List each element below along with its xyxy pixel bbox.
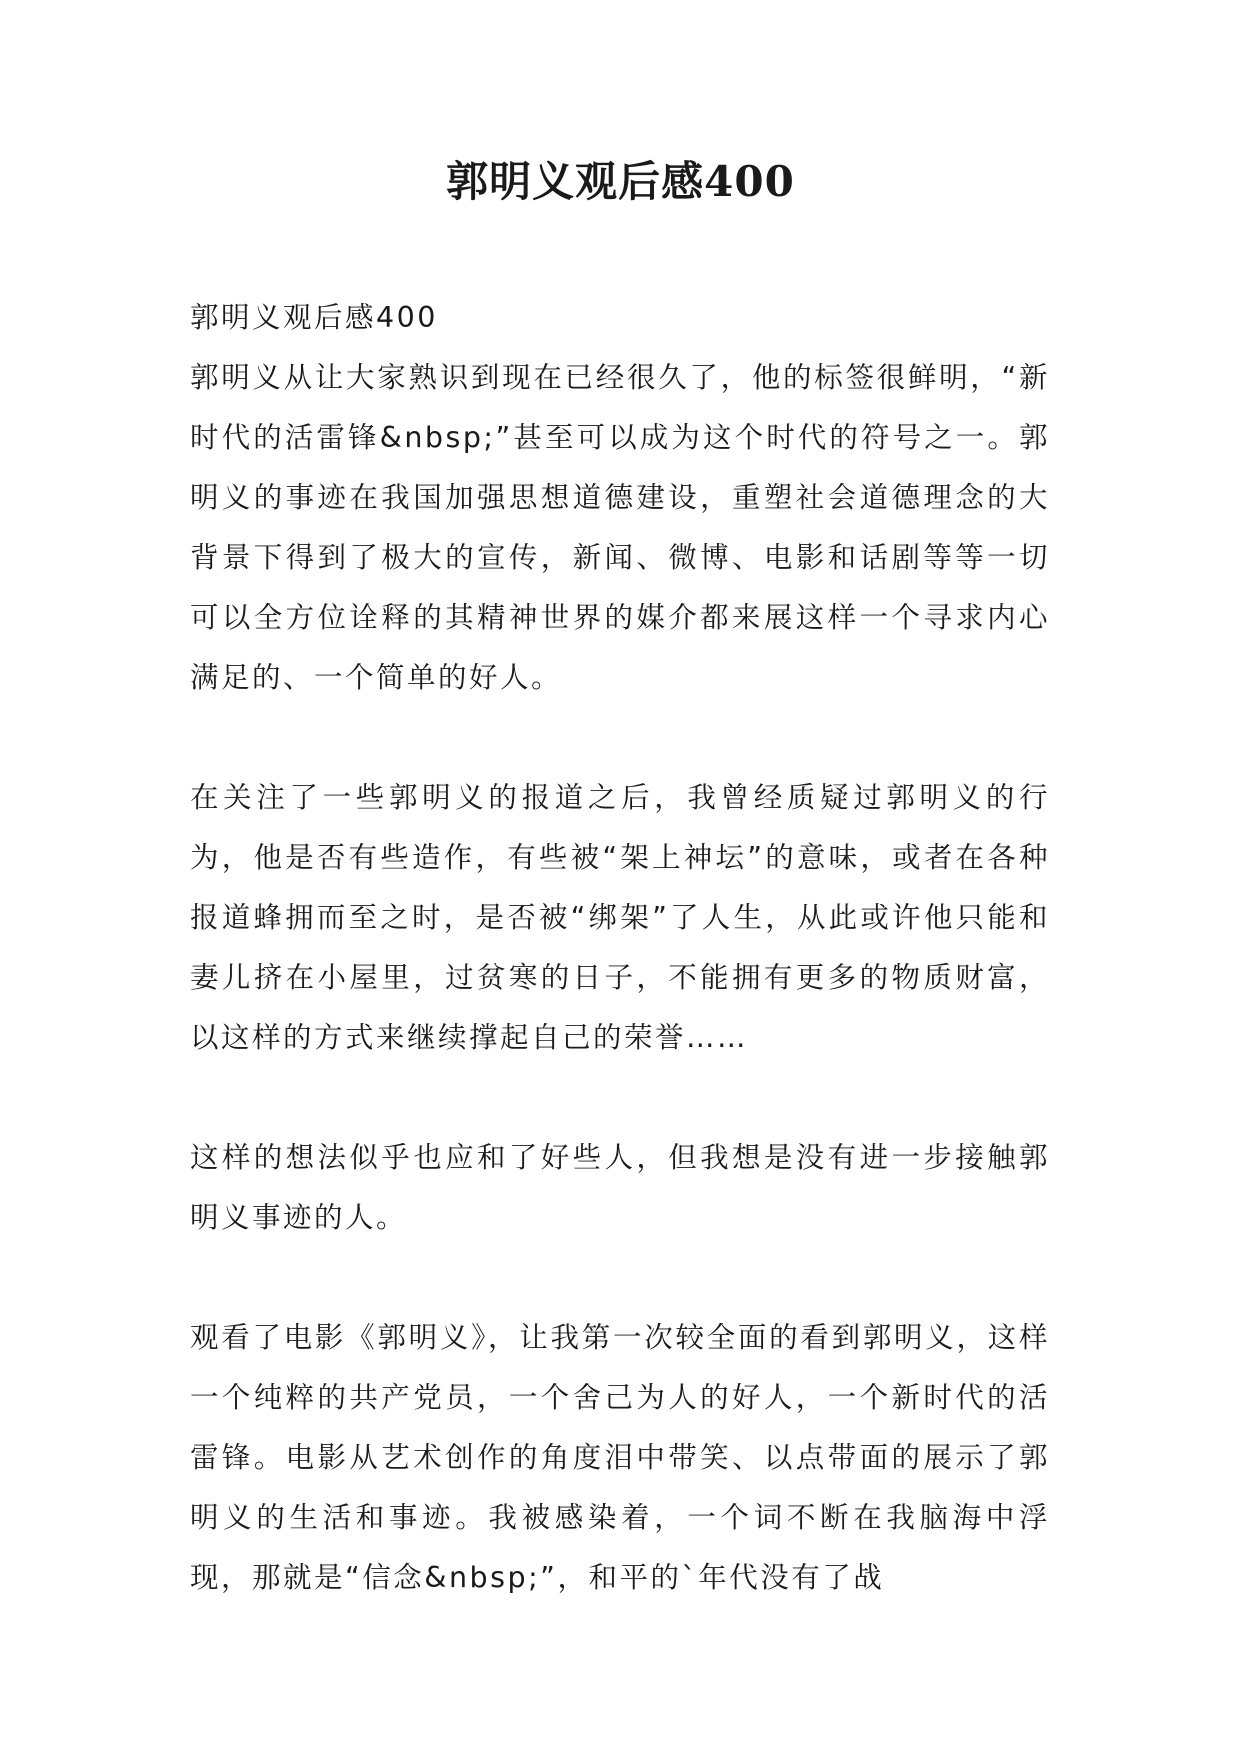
paragraph-spacer xyxy=(190,708,1050,768)
paragraph-spacer xyxy=(190,1248,1050,1308)
document-body xyxy=(190,288,1050,1608)
document-subtitle: 郭明义观后感400 xyxy=(190,301,438,334)
paragraph-spacer xyxy=(190,1068,1050,1128)
paragraph: 郭明义从让大家熟识到现在已经很久了，他的标签很鲜明，“新时代的活雷锋&nbsp;”甚至可以成为这个时代的符号之一。郭明义的事迹在我国加强思想道德建设，重塑社会道德理念的大背景下得到了极大的宣传，新闻、微博、电影和话剧等等一切可以全方位诠释的其精神世界的媒介都来展这样一个寻求内心满足的、一个简单的好人。 xyxy=(190,361,1050,694)
paragraph: 这样的想法似乎也应和了好些人，但我想是没有进一步接触郭明义事迹的人。 xyxy=(190,1141,1050,1234)
paragraph: 观看了电影《郭明义》，让我第一次较全面的看到郭明义，这样一个纯粹的共产党员，一个舍己为人的好人，一个新时代的活雷锋。电影从艺术创作的角度泪中带笑、以点带面的展示了郭明义的生活和事迹。我被感染着，一个词不断在我脑海中浮现，那就是“信念&nbsp;”，和平的`年代没有了战 xyxy=(190,1321,1050,1594)
paragraph: 在关注了一些郭明义的报道之后，我曾经质疑过郭明义的行为，他是否有些造作，有些被“架上神坛”的意味，或者在各种报道蜂拥而至之时，是否被“绑架”了人生，从此或许他只能和妻儿挤在小屋里，过贫寒的日子，不能拥有更多的物质财富，以这样的方式来继续撑起自己的荣誉…… xyxy=(190,781,1050,1054)
document-title: 郭明义观后感400 xyxy=(446,157,795,206)
